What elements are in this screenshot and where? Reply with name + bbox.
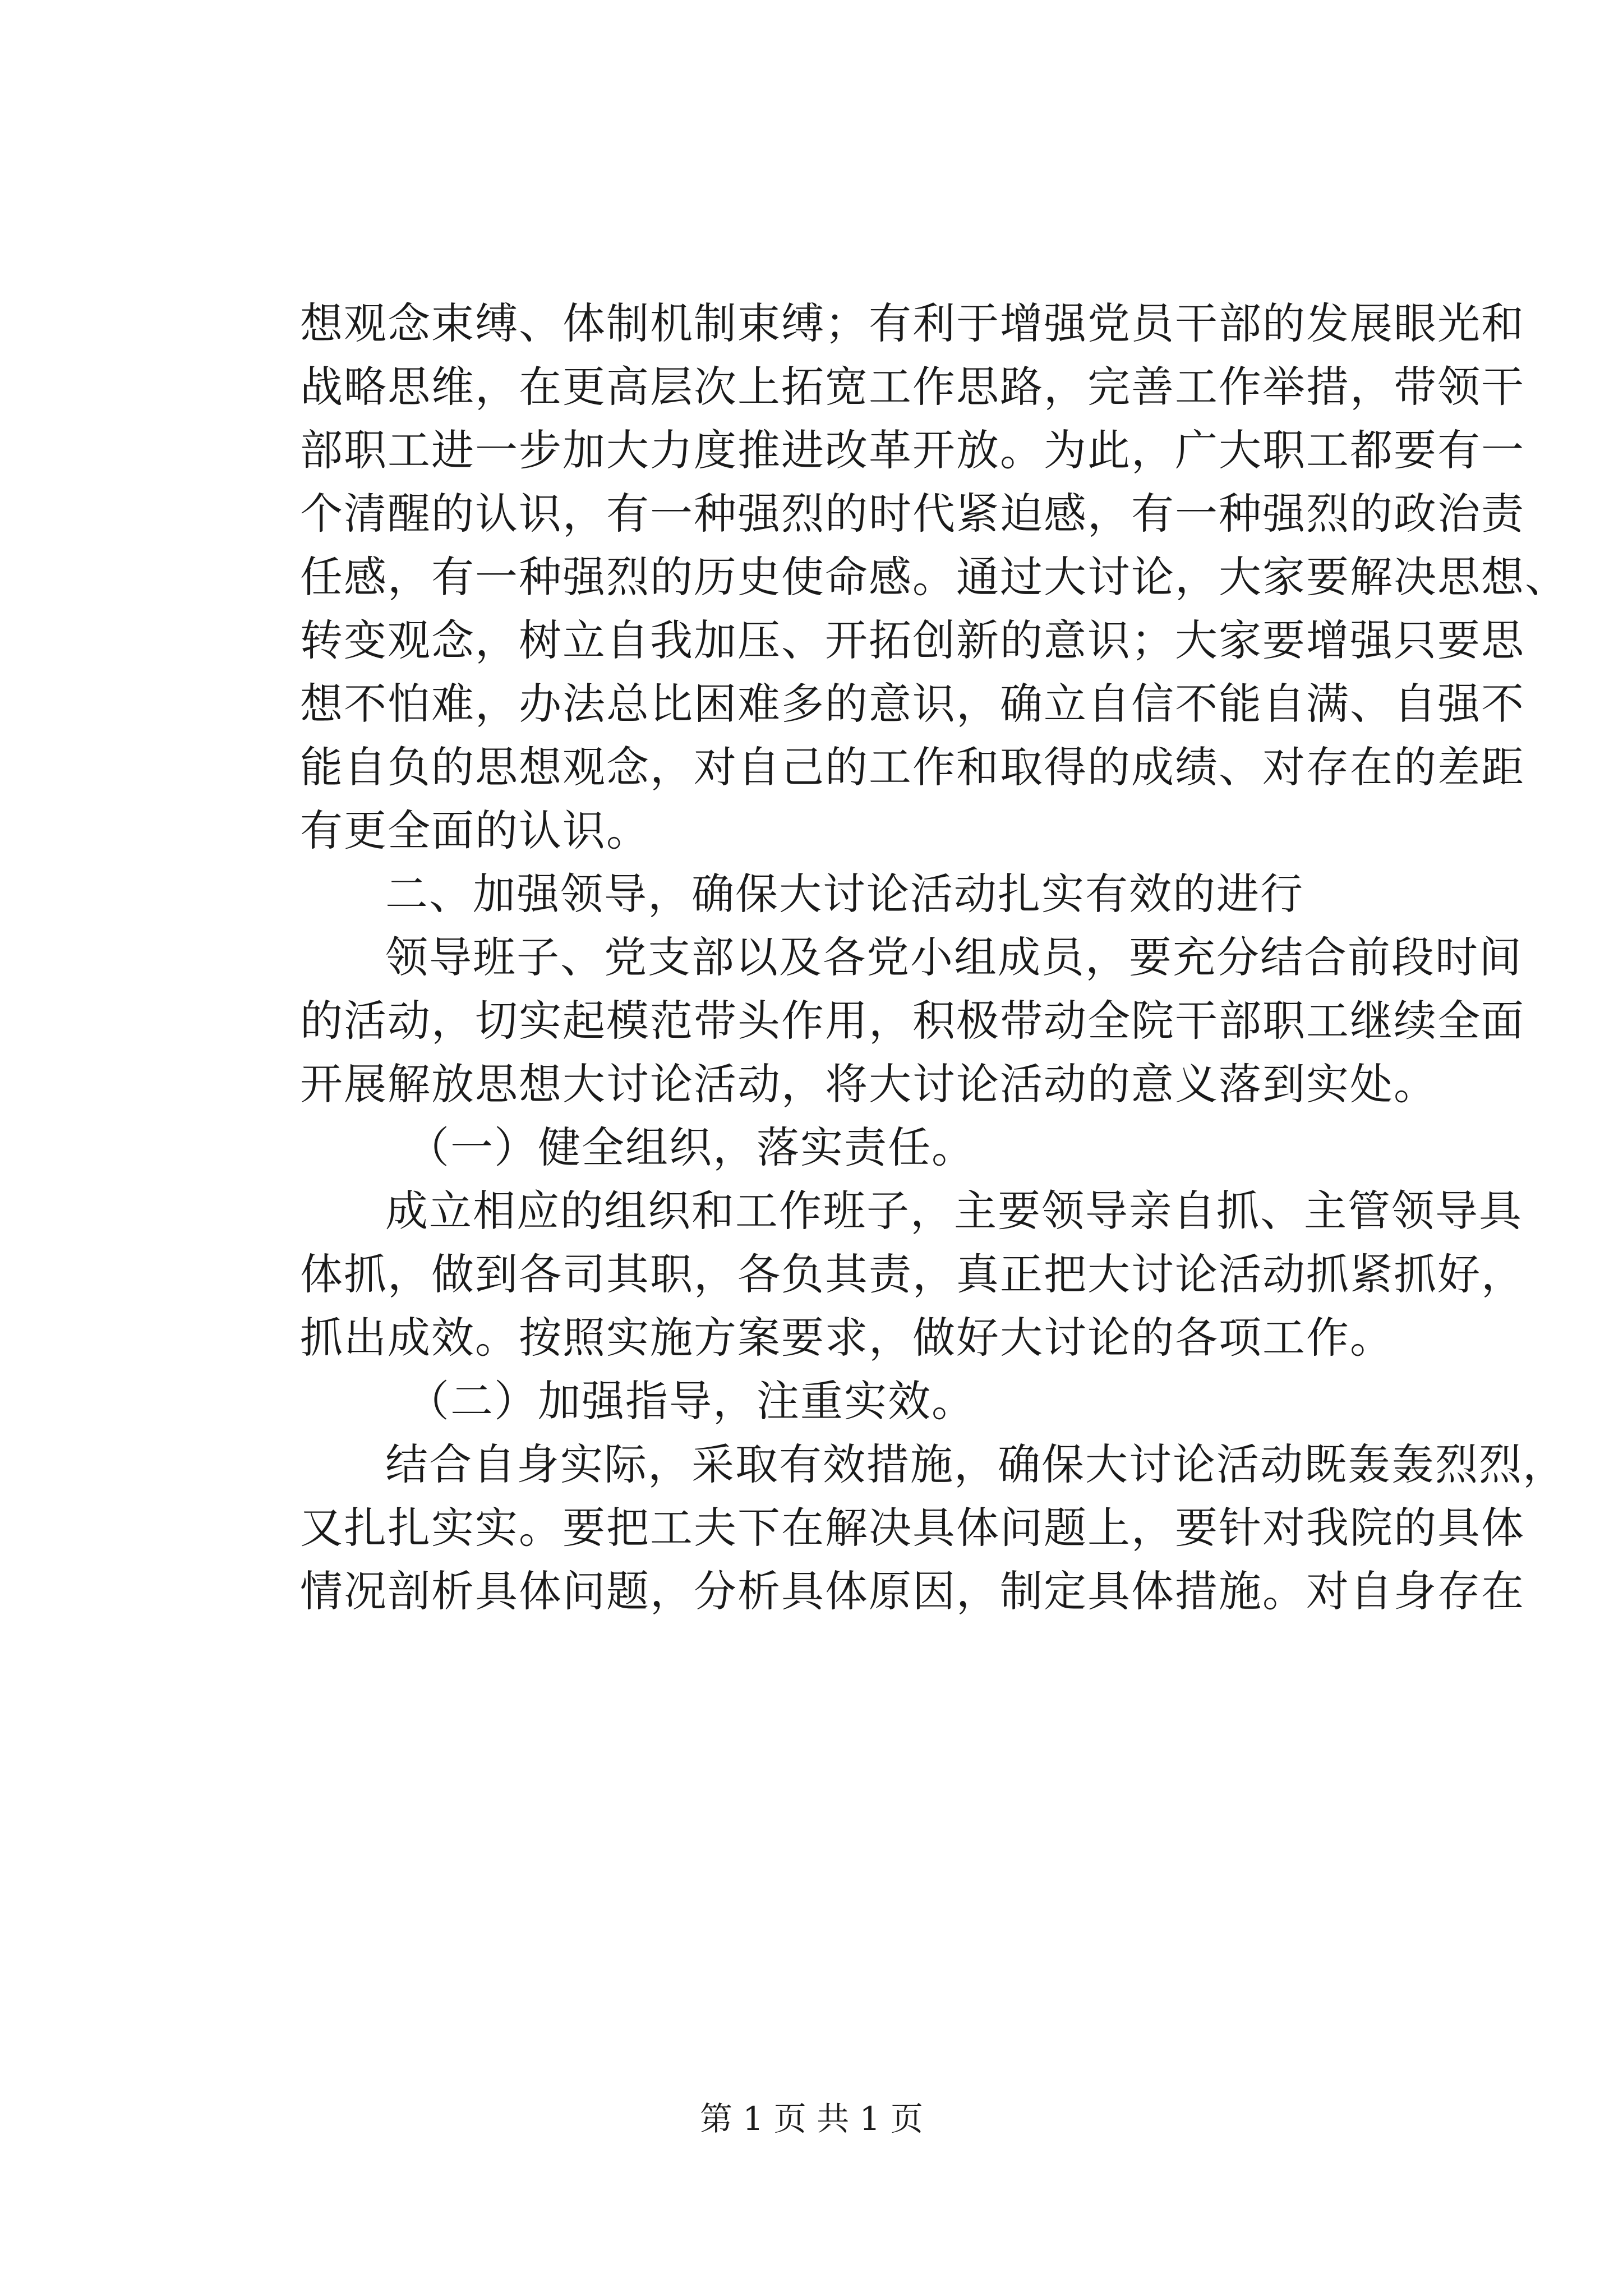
paragraph-line: 体抓，做到各司其职，各负其责，真正把大讨论活动抓紧抓好， [300, 1249, 1525, 1299]
paragraph-line: 抓出成效。按照实施方案要求，做好大讨论的各项工作。 [300, 1313, 1394, 1363]
page-number-footer: 第 1 页 共 1 页 [700, 2100, 923, 2138]
paragraph-line: 任感，有一种强烈的历史使命感。通过大讨论，大家要解决思想、 [300, 552, 1569, 602]
document-body [300, 292, 1569, 1623]
paragraph-line: 能自负的思想观念，对自己的工作和取得的成绩、对存在的差距 [300, 742, 1525, 792]
paragraph-line: 想观念束缚、体制机制束缚；有利于增强党员干部的发展眼光和 [300, 298, 1525, 348]
paragraph-line: 开展解放思想大讨论活动，将大讨论活动的意义落到实处。 [300, 1059, 1437, 1109]
paragraph-line: 成立相应的组织和工作班子，主要领导亲自抓、主管领导具 [385, 1186, 1523, 1236]
paragraph-line: 个清醒的认识，有一种强烈的时代紧迫感，有一种强烈的政治责 [300, 489, 1525, 539]
paragraph-line: 领导班子、党支部以及各党小组成员，要充分结合前段时间 [385, 932, 1523, 982]
paragraph-line: 的活动，切实起模范带头作用，积极带动全院干部职工继续全面 [300, 996, 1525, 1046]
paragraph-line: 想不怕难，办法总比困难多的意识，确立自信不能自满、自强不 [300, 679, 1525, 729]
paragraph-line: 结合自身实际，采取有效措施，确保大讨论活动既轰轰烈烈， [385, 1439, 1566, 1489]
paragraph-line: 战略思维，在更高层次上拓宽工作思路，完善工作举措，带领干 [300, 362, 1525, 412]
subsection-heading: （二）加强指导，注重实效。 [407, 1376, 975, 1426]
paragraph-line: 转变观念，树立自我加压、开拓创新的意识；大家要增强只要思 [300, 615, 1525, 665]
paragraph-line: 情况剖析具体问题，分析具体原因，制定具体措施。对自身存在 [300, 1566, 1525, 1616]
subsection-heading: （一）健全组织，落实责任。 [407, 1122, 975, 1172]
paragraph-line: 又扎扎实实。要把工夫下在解决具体问题上，要针对我院的具体 [300, 1503, 1525, 1553]
paragraph-line: 有更全面的认识。 [300, 806, 650, 855]
paragraph-line: 部职工进一步加大力度推进改革开放。为此，广大职工都要有一 [300, 425, 1525, 475]
section-heading: 二、加强领导，确保大讨论活动扎实有效的进行 [385, 869, 1304, 919]
